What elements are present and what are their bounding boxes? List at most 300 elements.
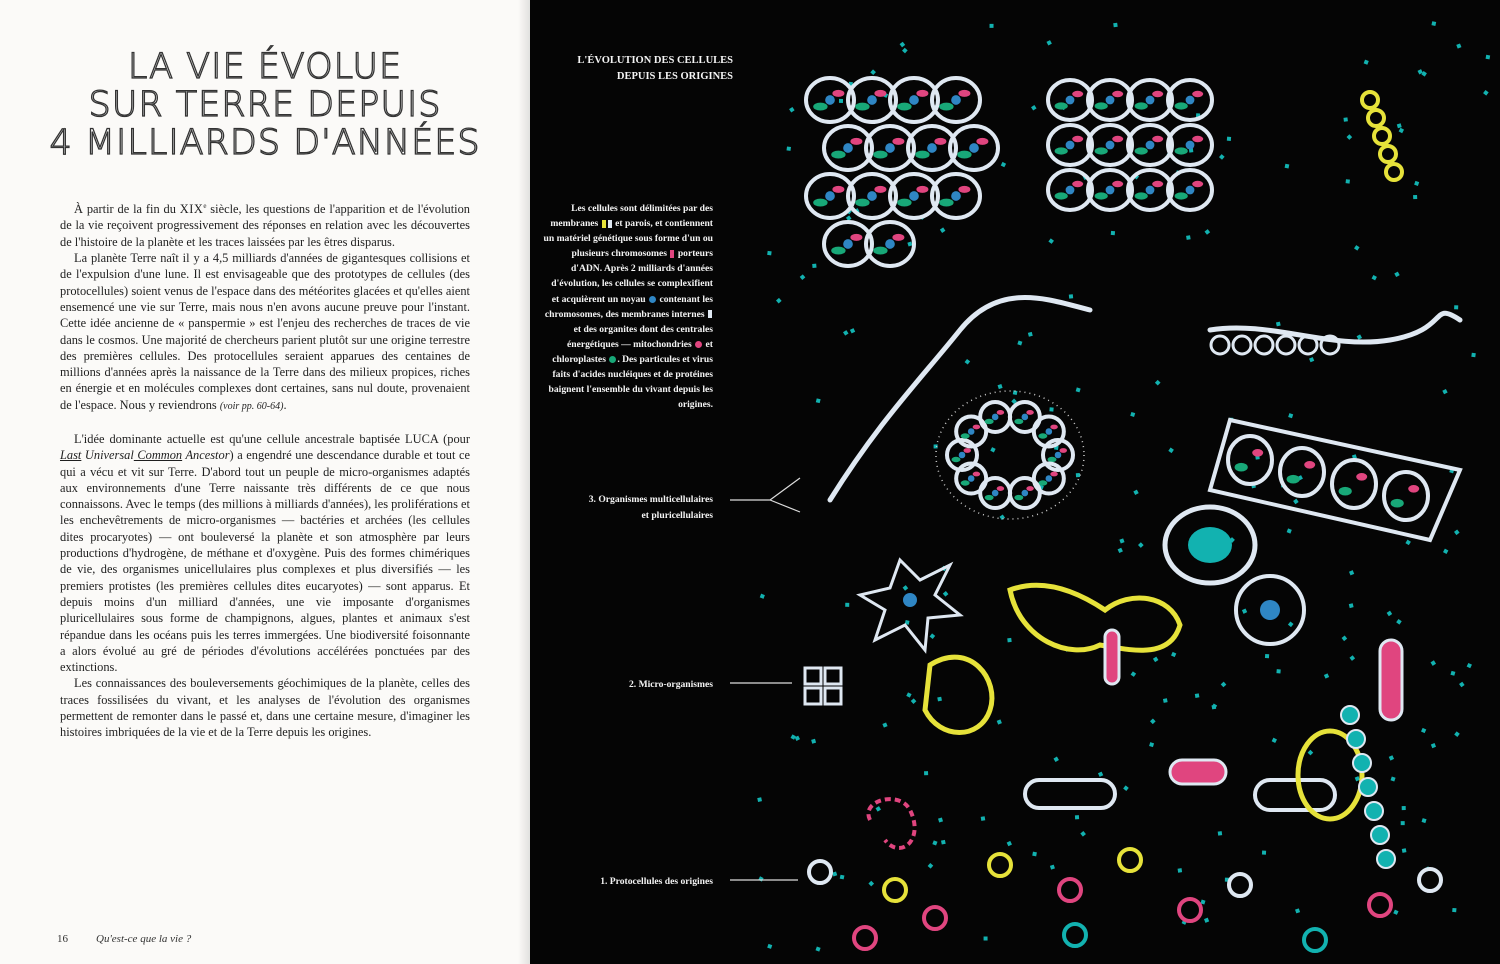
protocell (854, 927, 876, 949)
particle-dot (812, 264, 816, 268)
nucleus (951, 95, 961, 105)
particle-dot (791, 734, 796, 739)
particle-dot (1032, 852, 1037, 857)
particle-dot (1262, 851, 1266, 855)
yellow-cell (1380, 146, 1396, 162)
particle-dot (1293, 499, 1299, 505)
chain-bead (1353, 754, 1371, 772)
mitochondrion (916, 90, 928, 97)
running-head: Qu'est-ce que la vie ? (96, 933, 192, 945)
amoeboid-cell (925, 657, 992, 732)
particle-dot (1050, 865, 1055, 870)
particle-dot (1221, 682, 1227, 688)
particle-dot (1387, 611, 1393, 617)
particle-dot (1456, 43, 1461, 48)
right-page (530, 0, 1500, 964)
mitochondrion (874, 186, 886, 193)
particle-dot (1467, 663, 1472, 668)
mitochondrion (1072, 91, 1083, 97)
particle-dot (1113, 23, 1118, 28)
particle-dot (1421, 728, 1426, 733)
particle-dot (1131, 671, 1137, 677)
cell-membrane (1280, 448, 1324, 496)
chloroplast (957, 151, 971, 159)
chloroplast (1339, 487, 1352, 496)
particle-dot (1343, 117, 1347, 121)
chloroplast (873, 151, 887, 159)
particle-dot (1133, 490, 1138, 495)
cell-membrane (1332, 460, 1376, 508)
chain-bead (1365, 802, 1383, 820)
particle-dot (1276, 322, 1281, 327)
cell-evolution-illustration (530, 0, 1500, 964)
mitochondrion (1252, 449, 1263, 457)
nucleus (867, 191, 877, 201)
nucleus (1022, 414, 1029, 421)
chloroplast (1175, 192, 1188, 199)
particle-dot (789, 107, 795, 113)
particle-dot (1393, 910, 1398, 915)
mitochondrion (958, 90, 970, 97)
particle-dot (938, 818, 943, 823)
nucleus (1186, 186, 1195, 195)
particle-dot (816, 946, 821, 951)
chloroplast (1014, 495, 1023, 500)
paragraph-1: À partir de la fin du XIXe siècle, les questions de l'apparition et de l'évolution de la vie reçoivent progressivement des réponses en relation avec les découvertes de l'histoire de la planète et les traces laissées par les êtres disparus. (60, 202, 470, 249)
capsule-bacterium (1255, 780, 1335, 810)
particle-dot (1349, 570, 1354, 575)
chloroplast (1095, 192, 1108, 199)
chloroplast (1135, 102, 1148, 109)
title-line-3: 4 MILLIARDS D'ANNÉES (49, 123, 481, 163)
particle-dot (999, 514, 1005, 520)
membrane-swatch (602, 220, 606, 228)
particle-dot (1285, 164, 1290, 169)
chloroplast (1095, 147, 1108, 154)
body-text (60, 198, 470, 741)
nucleus (1146, 141, 1155, 150)
yellow-cell (1368, 110, 1384, 126)
mitochondrion (958, 186, 970, 193)
nucleus (992, 490, 999, 497)
nucleus (1066, 96, 1075, 105)
particle-dot (1324, 673, 1329, 678)
mitochondria-swatch (695, 341, 702, 348)
mitochondrion (832, 90, 844, 97)
nucleus (969, 143, 979, 153)
nucleus (968, 428, 975, 435)
cell-membrane (1384, 472, 1428, 520)
title-line-1: LA VIE ÉVOLUE (127, 47, 403, 87)
particle-dot (1007, 841, 1012, 846)
particle-dot (1342, 636, 1348, 642)
nucleus (992, 414, 999, 421)
chloroplast (915, 151, 929, 159)
particle-dot (1048, 238, 1054, 244)
chain-cell (1233, 336, 1251, 354)
paragraph-3: L'idée dominante actuelle est qu'une cellule ancestrale baptisée LUCA (pour Last Universal Common Ancestor) a engendré une descendance durable et tout ce qui a vécu et vit sur Terre. D'abord tout un peuple de micro-organismes adaptés aux environnements d'une Terre naissante très différents de ce que nous connaissons. Avec le temps (des millions à milliards d'années), les proliférations et les enchevêtrements de micro-organismes — bactéries et archées (les cellules dites procaryotes) — ont bouleversé la planète et son atmosphère par leurs productions d'hydrogène, de méthane et d'oxygène. Puis des formes chimériques de vie, des organismes unicellulaires plus complexes et plus diversifiés — les premiers protistes (les premières cellules dites eucaryotes) — sont apparus. Et depuis moins d'un milliard d'années, une vie imposante d'organismes pluricellulaires sous forme de champignons, algues, plantes et animaux s'est répandue dans les océans puis les terres immergées. Une biodiversité foisonnante a alors évolué au gré de périodes d'évolutions accélérées ponctuées par des extinctions. (60, 431, 470, 675)
particle-dot (1138, 542, 1144, 548)
particle-dot (839, 99, 843, 103)
particle-dot (1402, 848, 1407, 853)
particle-dot (1053, 757, 1058, 762)
square-cell (805, 688, 821, 704)
membrane-swatch-2 (608, 220, 612, 228)
particle-dot (1205, 229, 1211, 235)
particle-dot (1454, 305, 1458, 309)
particle-dot (1414, 181, 1419, 186)
page-reference: (voir pp. 60-64) (219, 400, 284, 412)
particle-dot (1288, 621, 1294, 627)
nucleus (1186, 96, 1195, 105)
square-cell (825, 688, 841, 704)
chloroplast (897, 199, 911, 207)
chloroplast (1175, 147, 1188, 154)
chloroplast (1135, 192, 1148, 199)
particle-dot (870, 69, 876, 75)
nucleus (1146, 186, 1155, 195)
mitochondrion (976, 138, 988, 145)
capsule-bacterium (1025, 780, 1115, 808)
particle-dot (1069, 294, 1073, 298)
rod-bacterium (1380, 640, 1402, 720)
label-protocells: 1. Protocellules des origines (600, 876, 713, 887)
particle-dot (965, 359, 971, 365)
particle-dot (902, 48, 908, 54)
particle-dot (1130, 412, 1135, 417)
left-page (0, 0, 530, 964)
amoeboid-cell (1010, 585, 1180, 650)
particle-dot (1431, 21, 1436, 26)
particle-dot (811, 739, 816, 744)
particle-dot (1442, 389, 1447, 394)
chloroplast (831, 247, 845, 255)
chloroplast (813, 199, 827, 207)
particle-dot (882, 722, 887, 727)
particle-dot (1049, 407, 1053, 411)
particle-dot (876, 806, 881, 811)
particle-dot (767, 944, 772, 949)
particle-dot (1076, 387, 1081, 392)
chloroplast (1235, 463, 1248, 472)
mitochondrion (850, 138, 862, 145)
particle-dot (1454, 529, 1460, 535)
particle-dot (941, 840, 946, 845)
particle-dot (1483, 90, 1489, 96)
particle-dot (1364, 60, 1369, 65)
protocell (1369, 894, 1391, 916)
particle-dot (1272, 738, 1277, 743)
chain-bead (1371, 826, 1389, 844)
label-micro-organisms: 2. Micro-organismes (628, 679, 713, 690)
book-gutter (518, 0, 530, 964)
particle-dot (1287, 528, 1292, 533)
particle-dot (1396, 619, 1402, 625)
protocell (1179, 899, 1201, 921)
mitochondrion (1050, 425, 1058, 430)
particle-dot (1389, 755, 1394, 760)
nucleus (909, 191, 919, 201)
caption-body: Les cellules sont délimitées par des membranes et parois, et contiennent un matériel génétique sous forme d'un ou plusieurs chromosomes porteurs d'ADN. Après 2 milliards d'années d'évolution, les cellules se complexifient et acquièrent un noyau contenant les chromosomes, des membranes internes et des organites dont des centrales énergétiques — mitochondries et chloroplastes . Des particules et virus faits d'acides nucléiques et de protéines baignent l'ensemble du vivant depuis les origines. (543, 203, 713, 411)
particle-dot (981, 816, 986, 821)
particle-dot (930, 633, 936, 639)
particle-dot (1357, 334, 1362, 339)
particle-dot (984, 936, 988, 940)
chain-cell (1277, 336, 1295, 354)
mitochondrion (997, 486, 1005, 491)
chloroplast (1055, 192, 1068, 199)
mitochondrion (1072, 136, 1083, 142)
particle-dot (1276, 669, 1280, 673)
particle-dot (1168, 448, 1174, 454)
particle-dot (1459, 682, 1465, 688)
particle-dot (1399, 128, 1404, 133)
mitochondrion (1152, 91, 1163, 97)
particle-dot (1309, 357, 1314, 362)
nucleus (903, 593, 917, 607)
chloroplast (939, 199, 953, 207)
chloroplast (831, 151, 845, 159)
chloroplast (961, 433, 970, 438)
particle-dot (1075, 815, 1079, 819)
mitochondrion (973, 425, 981, 430)
chloroplast (897, 103, 911, 111)
chloroplast (1055, 102, 1068, 109)
chloroplast (1038, 433, 1047, 438)
particle-dot (1204, 918, 1209, 923)
mitochondrion (1408, 485, 1419, 493)
particle-dot (1155, 380, 1161, 386)
particle-dot (1349, 655, 1355, 661)
particle-dot (1471, 353, 1475, 357)
paragraph-2: La planète Terre naît il y a 4,5 milliards d'années de gigantesques collisions et de l'expulsion d'une lune. Il est envisageable que des prototypes de cellules (des protocellules) soient venus de l'espace dans des météorites glacées et qu'elles aient ensemencé une vie sur Terre, mais nous n'en avons aucune preuve pour l'instant. Cette idée ancienne de « panspermie » est l'enjeu des recherches de traces de vie dans le cosmos. Une majorité de chercheurs parient plutôt sur une origine terrestre des premières cellules. Des protocellules seraient apparues des centaines de millions d'années après la naissance de la Terre dans des milieux propices, riches en énergie et en molécules complexes dont certaines, sans nul doute, provenaient de l'espace. Nous y reviendrons (voir pp. 60-64). (60, 251, 470, 412)
chloroplast (952, 457, 961, 462)
particle-dot (1153, 657, 1159, 663)
chain-cell (1255, 336, 1273, 354)
particle-dot (1346, 179, 1350, 183)
nucleus-swatch (649, 296, 656, 303)
particle-dot (1454, 731, 1460, 737)
protocell (1229, 874, 1251, 896)
particle-dot (1401, 821, 1405, 825)
chloroplast (1391, 499, 1404, 508)
mitochondrion (1192, 91, 1203, 97)
protocell (1119, 849, 1141, 871)
rod-bacterium (1105, 630, 1119, 684)
nucleus (968, 475, 975, 482)
nucleus (1260, 600, 1280, 620)
particle-dot (1394, 272, 1399, 277)
chain-bead (1347, 730, 1365, 748)
chloroplast (1287, 475, 1300, 484)
nucleus (951, 191, 961, 201)
particle-dot (787, 146, 791, 150)
particle-dot (1354, 245, 1360, 251)
mitochondrion (934, 138, 946, 145)
mitochondrion (964, 448, 972, 453)
particle-dot (800, 274, 806, 280)
particle-dot (760, 594, 765, 599)
mitochondrion (832, 186, 844, 193)
particle-dot (1031, 105, 1037, 111)
mitochondrion (1152, 136, 1163, 142)
particle-dot (1195, 693, 1200, 698)
nucleus (843, 143, 853, 153)
mitochondrion (1060, 448, 1068, 453)
nucleus (1066, 186, 1075, 195)
protocell (1064, 924, 1086, 946)
particle-dot (1295, 908, 1300, 913)
particle-dot (1001, 162, 1006, 167)
particle-dot (997, 719, 1002, 724)
particle-dot (1450, 671, 1455, 676)
nucleus (1146, 96, 1155, 105)
chloroplast (1014, 419, 1023, 424)
particle-dot (1123, 785, 1129, 791)
chain-bead (1341, 706, 1359, 724)
yellow-cell (1386, 164, 1402, 180)
chloroplast (1048, 457, 1057, 462)
particle-dot (868, 881, 874, 887)
particle-dot (1347, 134, 1353, 140)
particle-dot (1443, 549, 1448, 554)
chloroplast (873, 247, 887, 255)
nucleus (1106, 186, 1115, 195)
protocell (1419, 869, 1441, 891)
nucleus (959, 452, 966, 459)
particle-dot (1288, 413, 1293, 418)
chloroplast (985, 495, 994, 500)
mitochondrion (1192, 136, 1203, 142)
particle-dot (1391, 776, 1396, 781)
particle-dot (1076, 473, 1080, 477)
label-organisms: 3. Organismes multicellulaires et pluricellulaires (588, 494, 713, 521)
mitochondrion (1112, 181, 1123, 187)
internal-membrane-swatch (708, 310, 712, 318)
particle-dot (924, 771, 928, 775)
particle-dot (998, 384, 1003, 389)
chloroplast (1055, 147, 1068, 154)
protocell (884, 879, 906, 901)
nucleus (1186, 141, 1195, 150)
particle-dot (1422, 818, 1427, 823)
particle-dot (1080, 831, 1086, 837)
cell-membrane (1228, 436, 1272, 484)
chloroplast (1135, 147, 1148, 154)
particle-dot (758, 876, 763, 881)
particle-dot (1046, 40, 1051, 45)
particle-dot (767, 251, 771, 255)
particle-dot (928, 863, 934, 869)
chloroplast (855, 199, 869, 207)
nucleus (1022, 490, 1029, 497)
particle-dot (1212, 705, 1217, 710)
nucleus (1106, 96, 1115, 105)
mitochondrion (1026, 410, 1034, 415)
nucleus (1046, 475, 1053, 482)
chain-bead (1377, 850, 1395, 868)
mitochondrion (1112, 91, 1123, 97)
particle-dot (757, 797, 762, 802)
particle-dot (907, 241, 912, 246)
mitochondrion (1072, 181, 1083, 187)
particle-dot (1402, 806, 1406, 810)
particle-dot (1308, 750, 1314, 756)
particle-dot (845, 603, 849, 607)
particle-dot (906, 692, 911, 697)
nucleus (1055, 452, 1062, 459)
chloroplast (1095, 102, 1108, 109)
leader-line (730, 478, 800, 512)
chloroplast-swatch (609, 356, 616, 363)
capsule-bacterium (1170, 760, 1226, 784)
protocell (1304, 929, 1326, 951)
particle-dot (911, 698, 917, 704)
particle-dot (1413, 195, 1417, 199)
yellow-cell (1374, 128, 1390, 144)
chain-bead (1359, 778, 1377, 796)
particle-dot (1007, 638, 1011, 642)
protocell (809, 861, 831, 883)
particle-dot (932, 840, 937, 845)
particle-dot (816, 398, 821, 403)
nucleus (825, 95, 835, 105)
chloroplast (961, 480, 970, 485)
chloroplast (939, 103, 953, 111)
chain-cell (1211, 336, 1229, 354)
particle-dot (1119, 538, 1124, 543)
particle-dot (1171, 652, 1176, 657)
mitochondrion (892, 138, 904, 145)
particle-dot (843, 330, 849, 336)
particle-dot (1405, 540, 1411, 546)
square-cell (805, 668, 821, 684)
particle-dot (1017, 341, 1022, 346)
protocell (989, 854, 1011, 876)
mitochondrion (850, 234, 862, 241)
particle-dot (990, 24, 994, 28)
particle-dot (990, 447, 995, 452)
mitochondrion (1050, 472, 1058, 477)
mitochondrion (916, 186, 928, 193)
mitochondrion (892, 234, 904, 241)
nucleus (1046, 428, 1053, 435)
paragraph-4: Les connaissances des bouleversements géochimiques de la planète, celles des traces fossilisées du vivant, et les analyses de l'évolution des organismes permettent de remonter dans le passé et, dans une certaine mesure, d'imaginer les histoires imbriquées de la vie et de la Terre depuis les origines. (60, 676, 470, 740)
particle-dot (1349, 603, 1354, 608)
mitochondrion (997, 410, 1005, 415)
nucleus (1066, 141, 1075, 150)
chloroplast (855, 103, 869, 111)
particle-dot (1186, 235, 1191, 240)
protocell (924, 907, 946, 929)
caption-heading: L'ÉVOLUTION DES CELLULES DEPUIS LES ORIGINES (577, 55, 733, 82)
nucleus (825, 191, 835, 201)
nucleus (843, 239, 853, 249)
particle-dot (1265, 654, 1269, 658)
particle-dot (1111, 231, 1115, 235)
particle-dot (776, 298, 782, 304)
particle-dot (1431, 660, 1437, 666)
particle-dot (1178, 868, 1183, 873)
page-number: 16 (57, 933, 68, 945)
particle-dot (940, 227, 946, 233)
particle-dot (1486, 55, 1491, 60)
particle-dot (1242, 609, 1247, 614)
particle-dot (850, 328, 855, 333)
mitochondrion (973, 472, 981, 477)
particle-dot (1150, 719, 1156, 725)
nucleus (909, 95, 919, 105)
